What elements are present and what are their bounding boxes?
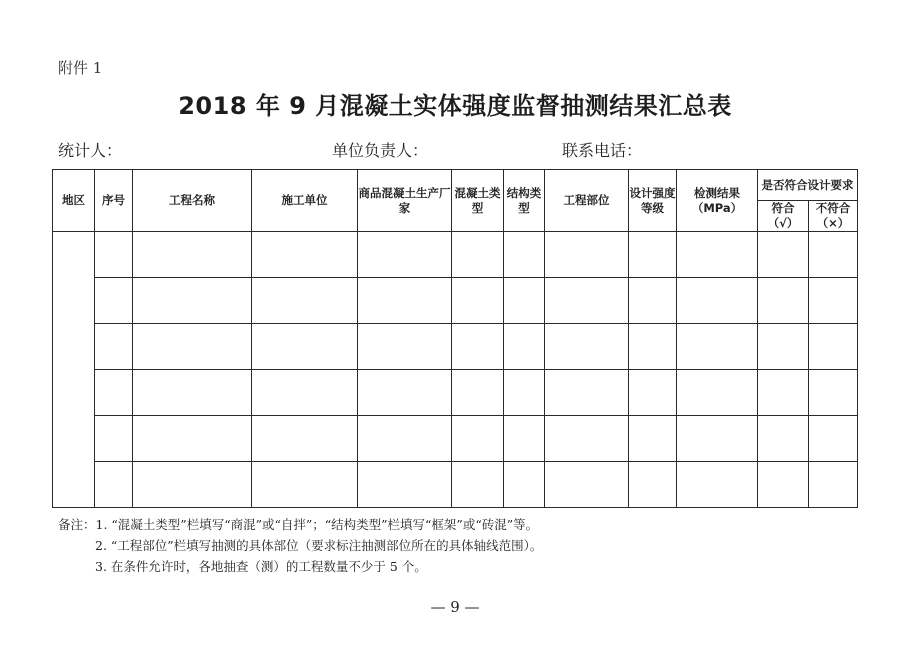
table-cell [95,232,133,278]
table-cell [629,370,677,416]
table-cell [809,370,858,416]
table-cell [358,416,452,462]
contact-phone-label: 联系电话： [562,141,643,160]
header-noncompliant-mark: （×） [816,216,850,230]
document-title: 2018 年 9 月混凝土实体强度监督抽测结果汇总表 [178,92,732,120]
table-row [53,232,858,278]
header-noncompliant [809,201,858,232]
header-compliant-label: 符合 [771,201,795,215]
header-serial: 序号 [95,170,133,232]
header-design-grade: 设计强度等级 [629,170,677,232]
table-cell [95,462,133,508]
table-cell [133,370,252,416]
table-cell [809,324,858,370]
table-cell [677,324,758,370]
note-item-1: 1. “混凝土类型”栏填写“商混”或“自拌”；“结构类型”栏填写“框架”或“砖混”等。 [95,517,539,532]
table-cell [452,324,504,370]
table-cell [358,278,452,324]
table-cell [629,324,677,370]
table-cell [452,462,504,508]
header-concrete-manufacturer: 商品混凝土生产厂家 [358,170,452,232]
page-number: — 9 — [430,598,480,616]
table-cell [252,232,358,278]
table-row [53,416,858,462]
table-cell [358,324,452,370]
notes [58,514,542,577]
header-compliance-group: 是否符合设计要求 [758,170,858,201]
header-noncompliant-label: 不符合 [815,201,851,215]
table-cell [629,416,677,462]
table-cell [95,370,133,416]
header-test-result-unit: （MPa） [691,200,743,215]
header-construction-unit: 施工单位 [252,170,358,232]
table-cell [452,416,504,462]
statistician-label: 统计人： [58,141,123,160]
table-cell [758,324,809,370]
table-cell [677,232,758,278]
note-item-2: 2. “工程部位”栏填写抽测的具体部位（要求标注抽测部位所在的具体轴线范围）。 [95,538,543,553]
table-cell [504,232,545,278]
table-cell [252,370,358,416]
summary-table [52,169,858,508]
table-cell [252,278,358,324]
header-compliant [758,201,809,232]
table-cell [809,278,858,324]
table-cell [252,416,358,462]
table-cell [95,278,133,324]
table-cell [133,278,252,324]
header-project-name: 工程名称 [133,170,252,232]
table-body [53,232,858,508]
table-cell [758,416,809,462]
table-cell [809,416,858,462]
table-cell [629,278,677,324]
table-cell [545,232,629,278]
table-cell [504,370,545,416]
table-cell [629,462,677,508]
table-cell [358,370,452,416]
table-row [53,462,858,508]
notes-prefix: 备注： [58,517,96,532]
header-compliant-mark: （√） [767,216,799,230]
table-cell [758,232,809,278]
region-cell [53,232,95,508]
table-cell [133,462,252,508]
table-cell [133,416,252,462]
table-cell [629,232,677,278]
table-cell [545,462,629,508]
attachment-label: 附件 1 [58,59,103,77]
table-cell [809,462,858,508]
header-region: 地区 [53,170,95,232]
note-item-3: 3. 在条件允许时，各地抽查（测）的工程数量不少于 5 个。 [95,559,427,574]
table-cell [677,462,758,508]
table-cell [758,278,809,324]
table-cell [504,416,545,462]
table-cell [252,462,358,508]
table-cell [452,370,504,416]
header-concrete-type: 混凝土类型 [452,170,504,232]
table-cell [677,370,758,416]
header-test-result [677,170,758,232]
table-cell [545,324,629,370]
table-cell [452,278,504,324]
table-cell [252,324,358,370]
table-cell [504,324,545,370]
table-cell [677,416,758,462]
table-cell [358,232,452,278]
table-row [53,370,858,416]
header-test-result-label: 检测结果 [694,185,740,200]
table-cell [358,462,452,508]
table-cell [758,462,809,508]
table-cell [452,232,504,278]
table-cell [504,462,545,508]
table-cell [95,416,133,462]
table-cell [809,232,858,278]
table-cell [504,278,545,324]
table-cell [545,416,629,462]
table-row [53,324,858,370]
header-structure-type: 结构类型 [504,170,545,232]
table-row [53,278,858,324]
header-project-part: 工程部位 [545,170,629,232]
unit-leader-label: 单位负责人： [332,141,429,160]
table-cell [758,370,809,416]
table-cell [677,278,758,324]
table-cell [133,232,252,278]
table-cell [545,278,629,324]
table-cell [545,370,629,416]
table-cell [133,324,252,370]
table-cell [95,324,133,370]
